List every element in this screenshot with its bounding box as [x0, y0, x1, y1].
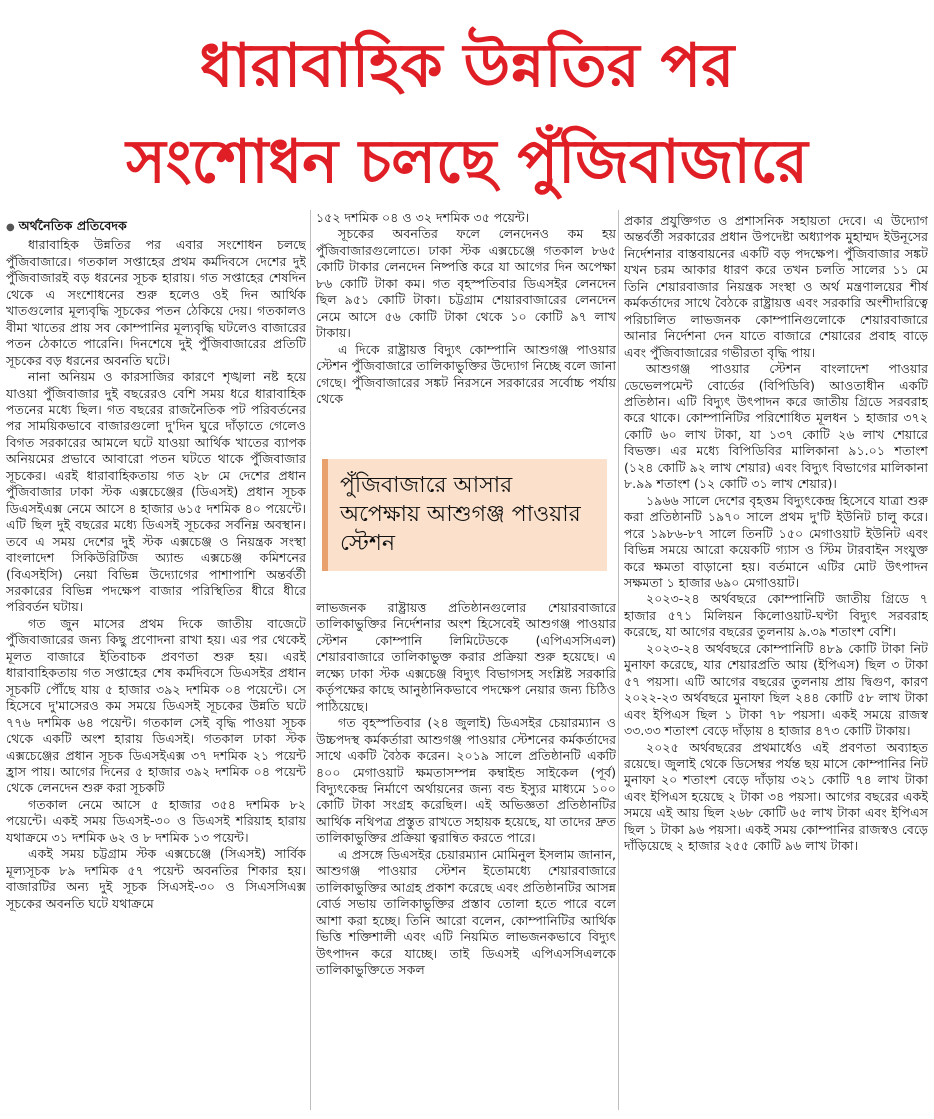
paragraph: ২০২৩-২৪ অর্থবছরে কোম্পানিটি জাতীয় গ্রিডে ৭ হাজার ৫৭১ মিলিয়ন কিলোওয়াট-ঘণ্টা বিদ্যুৎ সরবরাহ করেছে, যা আগের বছরের তুলনায় ৯.৩৯ শতাংশ বেশি।: [624, 591, 928, 640]
paragraph: গত জুন মাসের প্রথম দিকে জাতীয় বাজেটে পুঁজিবাজারের জন্য কিছু প্রণোদনা রাখা হয়। এর পর থেকেই মূলত বাজারে ইতিবাচক প্রবণতা শুরু হয়। এরই ধারাবাহিকতায় গত সপ্তাহের শেষ কর্মদিবসে ডিএসইর প্রধান সূচকটি পৌঁছে যায় ৫ হাজার ৩৯২ দশমিক ০৪ পয়েন্টে। সে হিসেবে দু'মাসেরও কম সময়ে ডিএসই সূচকের উন্নতি ঘটে ৭৭৬ দশমিক ৬৪ পয়েন্ট। গতকাল সেই বৃদ্ধি পাওয়া সূচক থেকে একটি অংশ হারায় ডিএসই। গতকাল ঢাকা স্টক এক্সচেঞ্জের প্রধান সূচক ডিএসইএক্স ৩৭ দশমিক ২১ পয়েন্ট হ্রাস পায়। আগের দিনের ৫ হাজার ৩৯২ দশমিক ০৪ পয়েন্ট থেকে লেনদেন শুরু করা সূচকটি: [6, 615, 306, 796]
paragraph: লাভজনক রাষ্ট্রায়ত্ত প্রতিষ্ঠানগুলোর শেয়ারবাজারে তালিকাভুক্তির নির্দেশনার অংশ হিসেবেই আশুগঞ্জ পাওয়ার স্টেশন কোম্পানি লিমিটেডকে (এপিএসসিএল) শেয়ারবাজারে তালিকাভুক্ত করার প্রক্রিয়া শুরু হয়েছে। এ লক্ষ্যে ঢাকা স্টক এক্সচেঞ্জ বিদ্যুৎ বিভাগসহ সংশ্লিষ্ট সরকারি কর্তৃপক্ষের কাছে আনুষ্ঠানিকভাবে পদক্ষেপ নেয়ার জন্য চিঠিও পাঠিয়েছে।: [316, 600, 616, 714]
paragraph: এ দিকে রাষ্ট্রায়ত্ত বিদ্যুৎ কোম্পানি আশুগঞ্জ পাওয়ার স্টেশন পুঁজিবাজারে তালিকাভুক্তির উদ্যোগ নিচ্ছে বলে জানা গেছে। পুঁজিবাজারের সঙ্কট নিরসনে সরকারের সর্বোচ্চ পর্যায় থেকে: [316, 341, 616, 406]
byline-text: অর্থনৈতিক প্রতিবেদক: [18, 218, 127, 233]
bullet-icon: ●: [6, 222, 15, 233]
pull-quote-accent-bar: [322, 459, 328, 571]
paragraph: সূচকের অবনতির ফলে লেনদেনও কম হয় পুঁজিবাজারগুলোতে। ঢাকা স্টক এক্সচেঞ্জে গতকাল ৮৬৫ কোটি টাকার লেনদেন নিষ্পত্তি করে যা আগের দিন অপেক্ষা ৮৬ কোটি টাকা কম। গত বৃহস্পতিবার ডিএসইর লেনদেন ছিল ৯৫১ কোটি টাকা। চট্টগ্রাম শেয়ারবাজারের লেনদেন নেমে আসে ৫৬ কোটি টাকা থেকে ১০ কোটি ৯৭ লাখ টাকায়।: [316, 226, 616, 341]
article-column-1: [6, 218, 306, 1114]
headline: [0, 18, 934, 210]
byline: [6, 218, 306, 236]
paragraph: ১৯৬৬ সালে দেশের বৃহত্তম বিদ্যুৎকেন্দ্র হিসেবে যাত্রা শুরু করা প্রতিষ্ঠানটি ১৯৭০ সালে প্রথম দু'টি ইউনিট চালু করে। পরে ১৯৮৬-৮৭ সালে তিনটি ১৫০ মেগাওয়াট ইউনিট এবং বিভিন্ন সময়ে আরো কয়েকটি গ্যাস ও স্টিম টারবাইন সংযুক্ত করে ক্ষমতা বাড়ানো হয়। বর্তমানে এটির মোট উৎপাদন সক্ষমতা ১ হাজার ৬৯০ মেগাওয়াট।: [624, 492, 928, 590]
paragraph: প্রকার প্রযুক্তিগত ও প্রশাসনিক সহায়তা দেবে। এ উদ্যোগ অন্তর্বর্তী সরকারের প্রধান উপদেষ্টা অধ্যাপক মুহাম্মদ ইউনূসের নির্দেশনার বাস্তবায়নের একটি বড় পদক্ষেপ। পুঁজিবাজার সঙ্কট যখন চরম আকার ধারণ করে তখন চলতি সালের ১১ মে তিনি শেয়ারবাজার নিয়ন্ত্রক সংস্থা ও অর্থ মন্ত্রণালয়ের শীর্ষ কর্মকর্তাদের সাথে বৈঠকে রাষ্ট্রায়ত্ত এবং সরকারি অংশীদারিত্বে পরিচালিত লাভজনক কোম্পানিগুলোকে শেয়ারবাজারে আনার নির্দেশনা দেন যাতে বাজারে শেয়ারের প্রবাহ বাড়ে এবং পুঁজিবাজারের গভীরতা বৃদ্ধি পায়।: [624, 213, 928, 360]
article-column-2-top: [316, 210, 616, 446]
paragraph: ২০২৫ অর্থবছরের প্রথমার্ধেও এই প্রবণতা অব্যাহত রয়েছে। জুলাই থেকে ডিসেম্বর পর্যন্ত ছয় মাসে কোম্পানির নিট মুনাফা ২০ শতাংশ বেড়ে দাঁড়ায় ৩২১ কোটি ৭৪ লাখ টাকা এবং ইপিএস হয়েছে ২ টাকা ৩৪ পয়সা। আগের বছরের একই সময়ে এই আয় ছিল ২৬৮ কোটি ৬৫ লাখ টাকা এবং ইপিএস ছিল ১ টাকা ৯৬ পয়সা। একই সময় কোম্পানির রাজস্বও বেড়ে দাঁড়িয়েছে ২ হাজার ২৫৫ কোটি ৯৬ লাখ টাকা।: [624, 739, 928, 854]
paragraph: একই সময় চট্টগ্রাম স্টক এক্সচেঞ্জে (সিএসই) সার্বিক মূল্যসূচক ৮৯ দশমিক ৫৭ পয়েন্ট অবনতির শিকার হয়। বাজারটির অন্য দুই সূচক সিএসই-৩০ ও সিএসসিএক্স সূচকের অবনতি ঘটে যথাক্রমে: [6, 846, 306, 911]
pull-quote-text: পুঁজিবাজারে আসার অপেক্ষায় আশুগঞ্জ পাওয়ার স্টেশন: [340, 473, 581, 556]
paragraph: গত বৃহস্পতিবার (২৪ জুলাই) ডিএসইর চেয়ারম্যান ও উচ্চপদস্থ কর্মকর্তারা আশুগঞ্জ পাওয়ার স্টেশনের কর্মকর্তাদের সাথে একটি বৈঠক করেন। ২০১৯ সালে প্রতিষ্ঠানটি একটি ৪০০ মেগাওয়াট ক্ষমতাসম্পন্ন কম্বাইন্ড সাইকেল (পূর্ব) বিদ্যুৎকেন্দ্র নির্মাণে অর্থায়নের জন্য বন্ড ইস্যুর মাধ্যমে ১০০ কোটি টাকা সংগ্রহ করেছিল। এই অভিজ্ঞতা প্রতিষ্ঠানটির আর্থিক নথিপত্র প্রস্তুত রাখতে সহায়ক হয়েছে, যা তাদের দ্রুত তালিকাভুক্তির প্রক্রিয়া ত্বরান্বিত করতে পারে।: [316, 715, 616, 846]
paragraph: আশুগঞ্জ পাওয়ার স্টেশন বাংলাদেশ পাওয়ার ডেভেলপমেন্ট বোর্ডের (বিপিডিবি) আওতাধীন একটি প্রতিষ্ঠান। এটি বিদ্যুৎ উৎপাদন করে জাতীয় গ্রিডে সরবরাহ করে থাকে। কোম্পানিটির পরিশোধিত মূলধন ১ হাজার ৩৭২ কোটি ৬০ লাখ টাকা, যা ১৩৭ কোটি ২৬ লাখ শেয়ারে বিভক্ত। এর মধ্যে বিপিডিবির মালিকানা ৯১.০১ শতাংশ (১২৪ কোটি ৯২ লাখ শেয়ার) এবং বিদ্যুৎ বিভাগের মালিকানা ৮.৯৯ শতাংশ (১২ কোটি ৩১ লাখ শেয়ার)।: [624, 361, 928, 492]
headline-line-2: সংশোধন চলছে পুঁজিবাজারে: [126, 127, 808, 197]
paragraph: ২০২৩-২৪ অর্থবছরে কোম্পানিটি ৪৮৯ কোটি টাকা নিট মুনাফা করেছে, যার শেয়ারপ্রতি আয় (ইপিএস) ছিল ৩ টাকা ৫৭ পয়সা। এটি আগের বছরের তুলনায় প্রায় দ্বিগুণ, কারণ ২০২২-২৩ অর্থবছরে মুনাফা ছিল ২৪৪ কোটি ৫৮ লাখ টাকা এবং ইপিএস ছিল ১ টাকা ৭৮ পয়সা। একই সময়ে রাজস্ব ৩৩.৩৩ শতাংশ বেড়ে দাঁড়ায় ৪ হাজার ৪৭৩ কোটি টাকায়।: [624, 640, 928, 739]
paragraph: নানা অনিয়ম ও কারসাজির কারণে শৃঙ্খলা নষ্ট হয়ে যাওয়া পুঁজিবাজার দুই বছরেরও বেশি সময় ধরে ধারাবাহিক পতনের মধ্যে ছিল। গত বছরের রাজনৈতিক পট পরিবর্তনের পর সাময়িকভাবে বাজারগুলো দু'দিন ঘুরে দাঁড়াতে গেলেও বিগত সরকারের আমলে ঘটে যাওয়া আর্থিক খাতের ব্যাপক অনিয়মের প্রভাবে আবারো পতন ঘটতে থাকে পুঁজিবাজার সূচকের। এরই ধারাবাহিকতায় গত ২৮ মে দেশের প্রধান পুঁজিবাজার ঢাকা স্টক এক্সচেঞ্জের (ডিএসই) প্রধান সূচক ডিএসইএক্স নেমে আসে ৪ হাজার ৬১৫ দশমিক ৪০ পয়েন্টে। এটি ছিল দুই বছরের মধ্যে ডিএসই সূচকের সর্বনিম্ন অবস্থান। তবে এ সময় দেশের দুই স্টক এক্সচেঞ্জ ও নিয়ন্ত্রক সংস্থা বাংলাদেশ সিকিউরিটিজ অ্যান্ড এক্সচেঞ্জ কমিশনের (বিএসইসি) নেয়া বিভিন্ন উদ্যোগের পাশাপাশি অন্তর্বর্তী সরকারের বিভিন্ন পদক্ষেপ বাজার পরিস্থিতির ধীরে ধীরে পরিবর্তন ঘটায়।: [6, 369, 306, 615]
pull-quote: [322, 459, 607, 571]
column-divider: [310, 210, 311, 1110]
article-column-3: [624, 213, 928, 1114]
paragraph: ১৫২ দশমিক ০৪ ও ৩২ দশমিক ৩৫ পয়েন্ট।: [316, 210, 530, 225]
paragraph: এ প্রসঙ্গে ডিএসইর চেয়ারম্যান মোমিনুল ইসলাম জানান, আশুগঞ্জ পাওয়ার স্টেশন ইতোমধ্যে শেয়ারবাজারে তালিকাভুক্তির আগ্রহ প্রকাশ করেছে এবং প্রতিষ্ঠানটির আসন্ন বোর্ড সভায় তালিকাভুক্তির প্রস্তাব তোলা হতে পারে বলে আশা করা হচ্ছে। তিনি আরো বলেন, কোম্পানিটির আর্থিক ভিত্তি শক্তিশালী এবং এটি নিয়মিত লাভজনকভাবে বিদ্যুৎ উৎপাদন করে যাচ্ছে। তাই ডিএসই এপিএসসিএলকে তালিকাভুক্তিতে সকল: [316, 846, 616, 977]
column-divider: [618, 210, 619, 1110]
paragraph: গতকাল নেমে আসে ৫ হাজার ৩৫৪ দশমিক ৮২ পয়েন্টে। একই সময় ডিএসই-৩০ ও ডিএসই শরিয়াহ হারায় যথাক্রমে ৩১ দশমিক ৬২ ও ৮ দশমিক ১৩ পয়েন্ট।: [6, 796, 306, 845]
headline-line-1: ধারাবাহিক উন্নতির পর: [199, 31, 735, 101]
paragraph: ধারাবাহিক উন্নতির পর এবার সংশোধন চলছে পুঁজিবাজারে। গতকাল সপ্তাহের প্রথম কর্মদিবসে দেশের দুই পুঁজিবাজারই বড় ধরনের সূচক হারায়। গত সপ্তাহের শেষদিন থেকে এ সংশোধনের শুরু হলেও ওই দিন আর্থিক খাতগুলোর মূল্যবৃদ্ধি সূচকের পতন ঠেকিয়ে দেয়। গতকালও বীমা খাতের প্রায় সব কোম্পানির মূল্যবৃদ্ধি ঘটলেও বাজারের পতন ঠেকাতে পারেনি। দিনশেষে দুই পুঁজিবাজারের প্রতিটি সূচকের বড় ধরনের অবনতি ঘটে।: [6, 237, 306, 368]
article-column-2-bottom: [316, 600, 616, 1114]
